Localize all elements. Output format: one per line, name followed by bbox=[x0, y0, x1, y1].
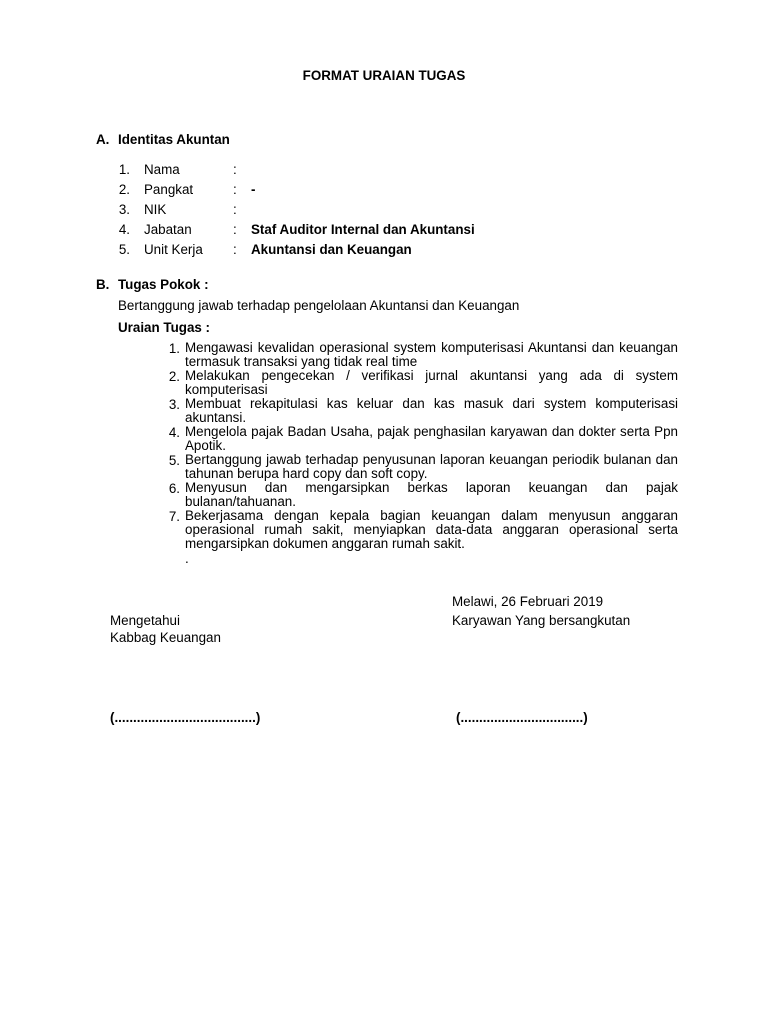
task-text: Mengelola pajak Badan Usaha, pajak penghasilan karyawan dan dokter serta Ppn Apotik. bbox=[185, 424, 678, 453]
section-a-title: Identitas Akuntan bbox=[118, 132, 230, 147]
task-item bbox=[160, 397, 678, 425]
task-item bbox=[160, 341, 678, 369]
identity-row-value: Staf Auditor Internal dan Akuntansi bbox=[251, 222, 475, 237]
identity-row-number: 1. bbox=[118, 162, 130, 177]
task-number: 1. bbox=[168, 341, 180, 356]
identity-row-value: - bbox=[251, 182, 256, 197]
section-b-title: Tugas Pokok : bbox=[118, 277, 209, 292]
identity-row-label: Nama bbox=[144, 162, 180, 177]
identity-row-label: Unit Kerja bbox=[144, 242, 203, 257]
task-text: Melakukan pengecekan / verifikasi jurnal akuntansi yang ada di system komputerisasi bbox=[185, 368, 678, 397]
identity-row-value: Akuntansi dan Keuangan bbox=[251, 242, 412, 257]
signature-line-right: (.................................) bbox=[456, 710, 588, 725]
task-text: Bekerjasama dengan kepala bagian keuangan dalam menyusun anggaran operasional rumah sakit, menyiapkan data-data anggaran operasional serta mengarsipkan dokumen anggaran rumah sakit. bbox=[185, 508, 678, 551]
task-text: Bertanggung jawab terhadap penyusunan laporan keuangan periodik bulanan dan tahunan berupa hard copy dan soft copy. bbox=[185, 452, 678, 481]
identity-row-colon: : bbox=[233, 222, 237, 237]
identity-row-number: 3. bbox=[118, 202, 130, 217]
task-item bbox=[160, 453, 678, 481]
approver-title: Kabbag Keuangan bbox=[110, 630, 221, 645]
identity-row-colon: : bbox=[233, 182, 237, 197]
signature-line-left: (......................................) bbox=[110, 710, 261, 725]
identity-row-label: NIK bbox=[144, 202, 167, 217]
task-item bbox=[160, 481, 678, 509]
identity-row-label: Pangkat bbox=[144, 182, 194, 197]
identity-row-number: 4. bbox=[118, 222, 130, 237]
task-text: Mengawasi kevalidan operasional system komputerisasi Akuntansi dan keuangan termasuk transaksi yang tidak real time bbox=[185, 340, 678, 369]
acknowledged-label: Mengetahui bbox=[110, 613, 180, 628]
document-title: FORMAT URAIAN TUGAS bbox=[302, 68, 466, 83]
section-a-letter: A. bbox=[96, 132, 110, 147]
place-date: Melawi, 26 Februari 2019 bbox=[452, 594, 604, 609]
identity-row-label: Jabatan bbox=[144, 222, 192, 237]
task-number: 2. bbox=[168, 369, 180, 384]
task-number: 5. bbox=[168, 453, 180, 468]
identity-row-number: 2. bbox=[118, 182, 130, 197]
task-list-heading: Uraian Tugas : bbox=[118, 320, 211, 335]
task-text: Membuat rekapitulasi kas keluar dan kas masuk dari system komputerisasi akuntansi. bbox=[185, 396, 678, 425]
task-item bbox=[160, 509, 678, 551]
task-number: 3. bbox=[168, 397, 180, 412]
task-item bbox=[160, 369, 678, 397]
task-number: 4. bbox=[168, 425, 180, 440]
task-number: 7. bbox=[168, 509, 180, 524]
task-item bbox=[160, 425, 678, 453]
identity-row-colon: : bbox=[233, 162, 237, 177]
section-b-letter: B. bbox=[96, 277, 110, 292]
identity-row-colon: : bbox=[233, 202, 237, 217]
task-number: 6. bbox=[168, 481, 180, 496]
identity-row-colon: : bbox=[233, 242, 237, 257]
trailing-dot: . bbox=[185, 551, 189, 566]
task-text: Menyusun dan mengarsipkan berkas laporan keuangan dan pajak bulanan/tahuanan. bbox=[185, 480, 678, 509]
employee-label: Karyawan Yang bersangkutan bbox=[452, 613, 631, 628]
identity-row-number: 5. bbox=[118, 242, 130, 257]
duty-summary: Bertanggung jawab terhadap pengelolaan Akuntansi dan Keuangan bbox=[118, 298, 520, 313]
